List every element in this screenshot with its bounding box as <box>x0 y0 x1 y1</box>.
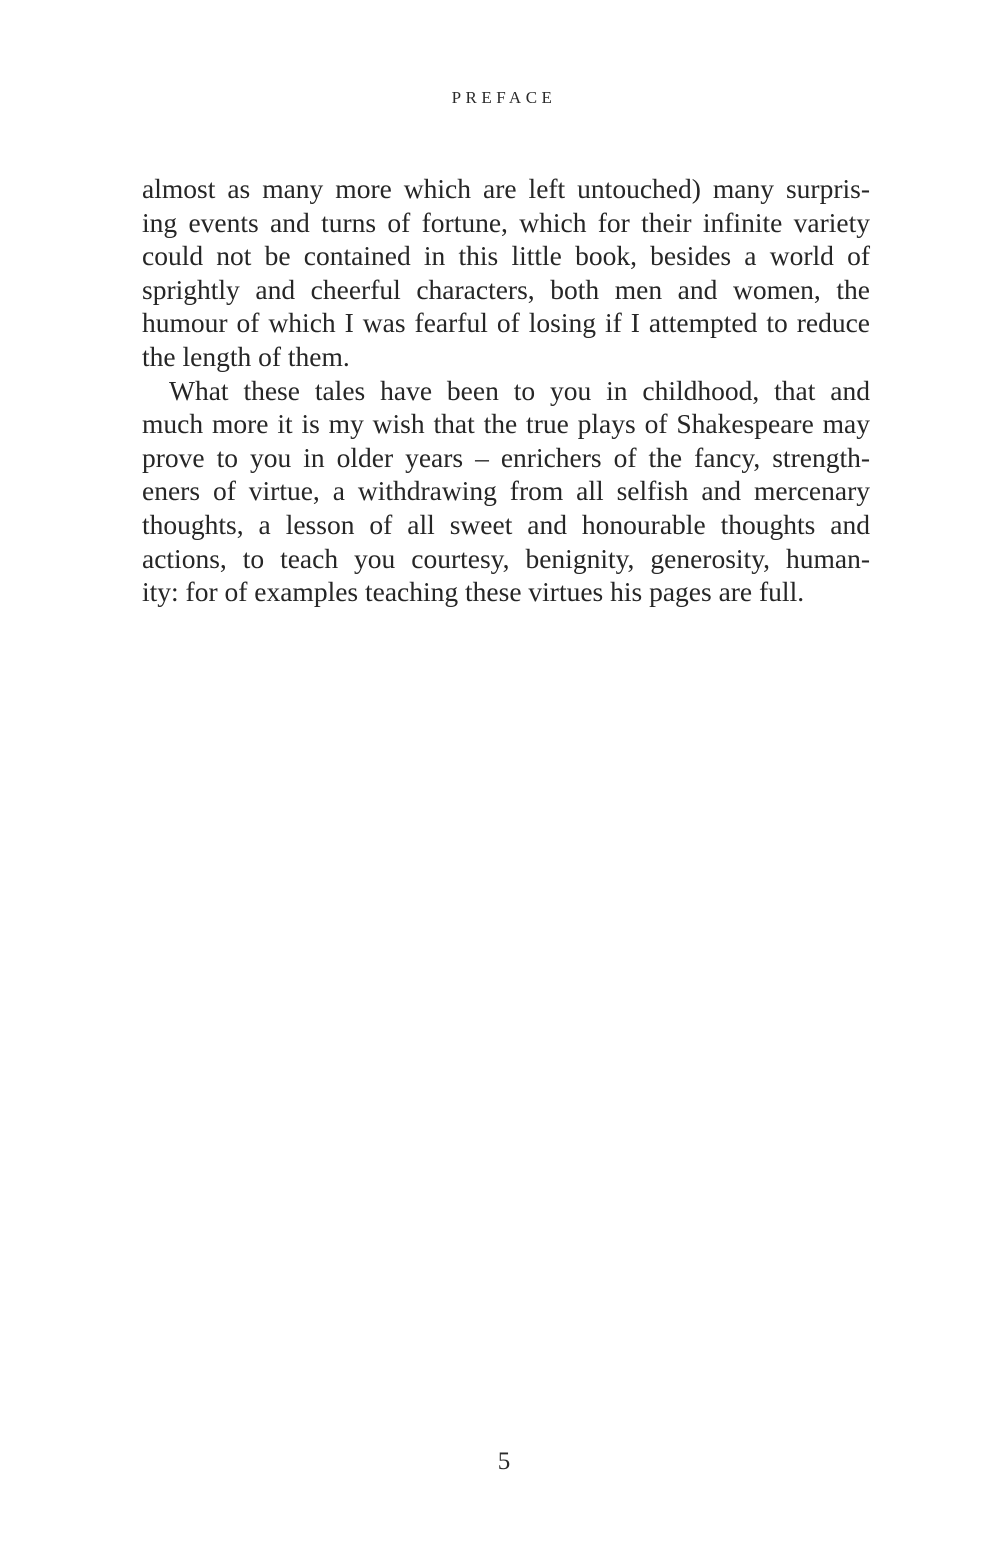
text-line: ing events and turns of fortune, which for their infinite variety <box>142 206 870 238</box>
running-head: PREFACE <box>451 88 557 107</box>
body-text <box>142 172 870 609</box>
text-line: almost as many more which are left untouched) many surpris- <box>142 173 870 204</box>
text-line: could not be contained in this little book, besides a world of <box>142 240 870 272</box>
paragraph-1 <box>142 172 870 374</box>
paragraph-2 <box>142 374 870 609</box>
text-line: humour of which I was fearful of losing if I attempted to reduce <box>142 307 870 339</box>
text-line: sprightly and cheerful characters, both men and women, the <box>142 273 870 305</box>
text-line: What these tales have been to you in childhood, that and <box>169 374 870 406</box>
text-line: eners of virtue, a withdrawing from all selfish and mercenary <box>142 475 870 507</box>
text-line: the length of them. <box>142 340 350 372</box>
text-line: thoughts, a lesson of all sweet and honourable thoughts and <box>142 508 870 540</box>
page-number: 5 <box>497 1448 511 1475</box>
text-line: actions, to teach you courtesy, benignity, generosity, human- <box>142 542 870 574</box>
text-line: prove to you in older years – enrichers of the fancy, strength- <box>142 441 870 473</box>
text-line: much more it is my wish that the true plays of Shakespeare may <box>142 408 870 440</box>
text-line: ity: for of examples teaching these virtues his pages are full. <box>142 576 805 608</box>
